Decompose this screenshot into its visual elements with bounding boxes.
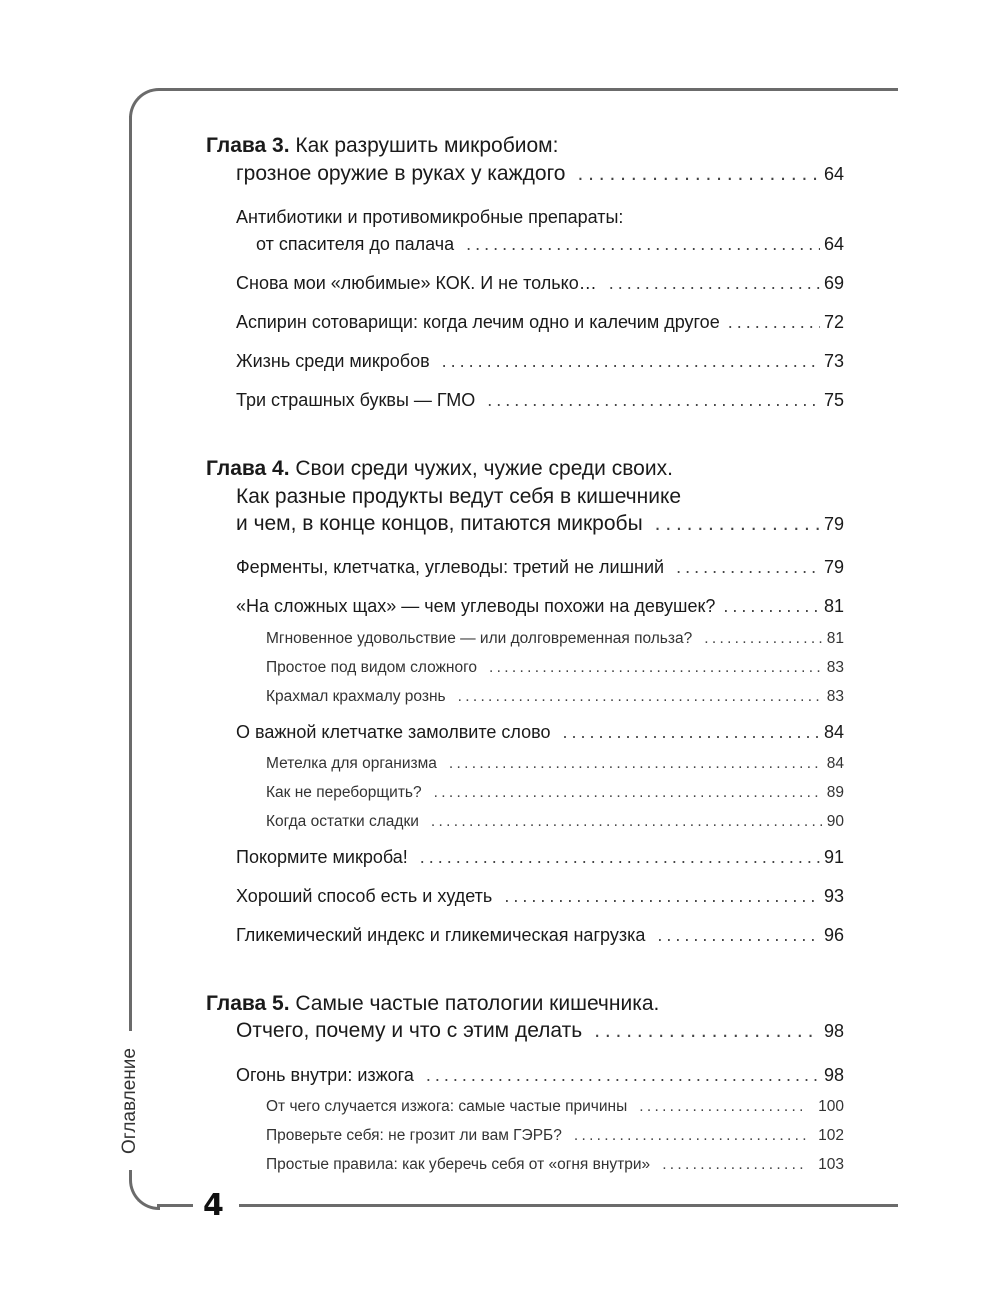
leader-dots [662, 1156, 806, 1174]
chapter-5-heading-cont[interactable] [236, 1019, 844, 1043]
subsection-title: Простые правила: как уберечь себя от «огня внутри» [266, 1156, 651, 1173]
page-ref: 79 [823, 514, 844, 534]
page-ref: 90 [826, 813, 844, 830]
page-ref: 103 [818, 1156, 844, 1173]
leader-dots [728, 312, 820, 333]
chapter-title: грозное оружие в руках у каждого [236, 162, 566, 185]
toc-section[interactable] [236, 722, 844, 743]
chapter-prefix: Глава 4. [206, 457, 290, 480]
leader-dots [577, 162, 820, 186]
subsection-title: Простое под видом сложного [266, 659, 478, 676]
frame-top-left-corner [129, 88, 160, 119]
leader-dots [442, 351, 820, 372]
leader-dots [594, 1019, 820, 1043]
toc-section[interactable] [236, 312, 844, 333]
frame-left-line-upper [129, 116, 132, 1031]
page-ref: 84 [826, 755, 844, 772]
toc-subsection[interactable] [266, 813, 844, 831]
page-ref: 93 [823, 886, 844, 906]
page-ref: 83 [826, 688, 844, 705]
toc-section[interactable] [236, 273, 844, 294]
page-ref: 100 [818, 1098, 844, 1115]
section-label: Оглавление [119, 1048, 140, 1154]
section-title: Ферменты, клетчатка, углеводы: третий не лишний [236, 557, 665, 577]
chapter-title: Как разные продукты ведут себя в кишечнике [236, 485, 682, 508]
section-title: Три страшных буквы — ГМО [236, 390, 476, 410]
chapter-3-heading[interactable] [206, 134, 558, 158]
frame-bottom-line-right [239, 1204, 898, 1207]
toc-section[interactable] [236, 886, 844, 907]
section-title: Хороший способ есть и худеть [236, 886, 493, 906]
leader-dots [504, 886, 820, 907]
leader-dots [723, 596, 820, 617]
subsection-title: Когда остатки сладки [266, 813, 419, 830]
leader-dots [426, 1065, 820, 1086]
page-ref: 81 [826, 630, 844, 647]
chapter-title: Свои среди чужих, чужие среди своих. [295, 457, 673, 480]
leader-dots [657, 925, 820, 946]
toc-subsection[interactable] [266, 784, 844, 802]
page-ref: 81 [823, 596, 844, 616]
leader-dots [563, 722, 820, 743]
chapter-title: Отчего, почему и что с этим делать [236, 1019, 583, 1042]
page-ref: 89 [826, 784, 844, 801]
toc-section[interactable] [236, 847, 844, 868]
page-ref: 69 [823, 273, 844, 293]
section-title: Снова мои «любимые» КОК. И не только… [236, 273, 597, 293]
frame-bottom-line-left [157, 1204, 193, 1207]
section-title: Гликемический индекс и гликемическая нагрузка [236, 925, 646, 945]
page-ref: 102 [818, 1127, 844, 1144]
section-title: Покормите микроба! [236, 847, 408, 867]
toc-section[interactable] [236, 596, 844, 617]
subsection-title: Крахмал крахмалу рознь [266, 688, 446, 705]
page-ref: 84 [823, 722, 844, 742]
toc-subsection[interactable] [266, 688, 844, 706]
leader-dots [466, 234, 820, 255]
leader-dots [449, 755, 823, 773]
page-ref: 83 [826, 659, 844, 676]
page-ref: 75 [823, 390, 844, 410]
page-ref: 79 [823, 557, 844, 577]
chapter-3-heading-cont[interactable] [236, 162, 844, 186]
subsection-title: Мгновенное удовольствие — или долговременная польза? [266, 630, 693, 647]
frame-top-line [160, 88, 898, 91]
leader-dots [431, 813, 823, 831]
section-title: Аспирин сотоварищи: когда лечим одно и калечим другое [236, 312, 720, 332]
page-ref: 64 [823, 164, 844, 184]
page-ref: 96 [823, 925, 844, 945]
page-number: 4 [203, 1188, 224, 1223]
leader-dots [489, 659, 823, 677]
section-title: Огонь внутри: изжога [236, 1065, 414, 1085]
section-title: «На сложных щах» — чем углеводы похожи на девушек? [236, 596, 716, 616]
chapter-4-heading-cont[interactable] [236, 512, 844, 536]
chapter-4-heading-cont[interactable] [236, 485, 681, 509]
subsection-title: Метелка для организма [266, 755, 437, 772]
toc-subsection[interactable] [266, 1156, 844, 1174]
leader-dots [639, 1098, 806, 1116]
page-ref: 91 [823, 847, 844, 867]
leader-dots [609, 273, 820, 294]
section-title: от спасителя до палача [256, 234, 455, 254]
page-ref: 73 [823, 351, 844, 371]
toc-section[interactable] [236, 390, 844, 411]
section-title: Жизнь среди микробов [236, 351, 430, 371]
leader-dots [434, 784, 823, 802]
leader-dots [704, 630, 823, 648]
frame-bottom-left-corner [129, 1180, 160, 1210]
toc-section[interactable] [236, 925, 844, 946]
section-title: О важной клетчатке замолвите слово [236, 722, 551, 742]
subsection-title: От чего случается изжога: самые частые причины [266, 1098, 628, 1115]
chapter-4-heading[interactable] [206, 457, 673, 481]
toc-section[interactable] [236, 1065, 844, 1086]
page-ref: 98 [823, 1021, 844, 1041]
leader-dots [574, 1127, 806, 1145]
toc-section[interactable] [236, 207, 623, 228]
leader-dots [676, 557, 820, 578]
leader-dots [458, 688, 823, 706]
chapter-prefix: Глава 5. [206, 992, 290, 1015]
toc-subsection[interactable] [266, 1098, 844, 1116]
subsection-title: Как не переборщить? [266, 784, 422, 801]
toc-subsection[interactable] [266, 1127, 844, 1145]
frame-left-line-lower [129, 1170, 132, 1180]
page-ref: 64 [823, 234, 844, 254]
toc-section[interactable] [236, 351, 844, 372]
toc-subsection[interactable] [266, 755, 844, 773]
toc-section-cont[interactable] [256, 234, 844, 255]
chapter-title: и чем, в конце концов, питаются микробы [236, 512, 643, 535]
subsection-title: Проверьте себя: не грозит ли вам ГЭРБ? [266, 1127, 562, 1144]
leader-dots [655, 512, 820, 536]
chapter-title: Как разрушить микробиом: [295, 134, 559, 157]
chapter-title: Самые частые патологии кишечника. [295, 992, 660, 1015]
toc-subsection[interactable] [266, 630, 844, 648]
section-title: Антибиотики и противомикробные препараты: [236, 207, 624, 227]
toc-subsection[interactable] [266, 659, 844, 677]
leader-dots [487, 390, 820, 411]
leader-dots [420, 847, 820, 868]
chapter-5-heading[interactable] [206, 992, 659, 1016]
page-ref: 72 [823, 312, 844, 332]
chapter-prefix: Глава 3. [206, 134, 290, 157]
toc-section[interactable] [236, 557, 844, 578]
page-ref: 98 [823, 1065, 844, 1085]
